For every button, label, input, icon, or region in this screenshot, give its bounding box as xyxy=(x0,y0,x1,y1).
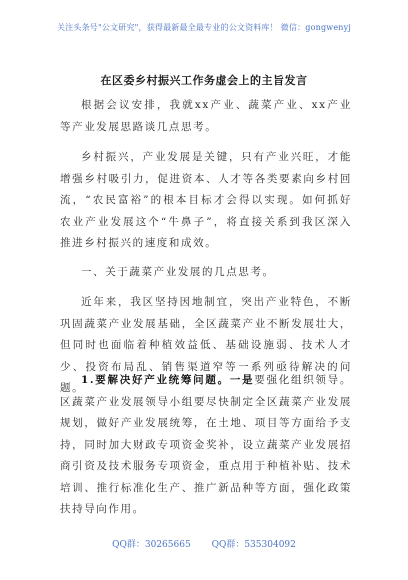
paragraph-rural-revitalization: 乡村振兴，产业发展是关键，只有产业兴旺，才能增强乡村吸引力，促进资本、人才等各类要素向乡村回流，“农民富裕”的根本目标才会得以实现。如何抓好农业产业发展这个“牛鼻子”，将直接关系到我区深入推进乡村振兴的速度和成效。 xyxy=(60,151,352,249)
point-1-lead: 1.要解决好产业统筹问题。一是 xyxy=(81,374,255,386)
point-1-body: 要强化组织领导。区蔬菜产业发展领导小组要尽快制定全区蔬菜产业发展规划，做好产业发展统筹，在土地、项目等方面给予支持，同时加大财政专项资金奖补，设立蔬菜产业发展招商引资及技术服务专项资金，重点用于种植补贴、技术培训、推行标准化生产、推广新品种等方面，强化政策扶持导向作用。 xyxy=(60,374,352,515)
footer-qq-group-1: QQ群：30265665 xyxy=(112,540,191,550)
paragraph-point-1 xyxy=(60,370,352,521)
paragraph-intro: 根据会议安排，我就xx产业、蔬菜产业、xx产业等产业发展思路谈几点思考。 xyxy=(60,99,352,133)
document-title: 在区委乡村振兴工作务虚会上的主旨发言 xyxy=(100,74,308,87)
paragraph-recent-years: 近年来，我区坚持因地制宜，突出产业特色，不断巩固蔬菜产业发展基础，全区蔬菜产业不断发展壮大，但同时也面临着种植效益低、基础设施弱、技术人才少、投资布局乱、销售渠道窄等一系列亟待解决的问题。 xyxy=(60,296,352,394)
header-notice: 关注头条号"公文研究"，获得最新最全最专业的公文资料库！ 微信：gongwenyj xyxy=(56,23,352,32)
footer xyxy=(0,537,408,550)
footer-qq-group-2: QQ群：535304092 xyxy=(211,540,296,550)
section-heading-vegetable: 一、关于蔬菜产业发展的几点思考。 xyxy=(81,266,275,278)
